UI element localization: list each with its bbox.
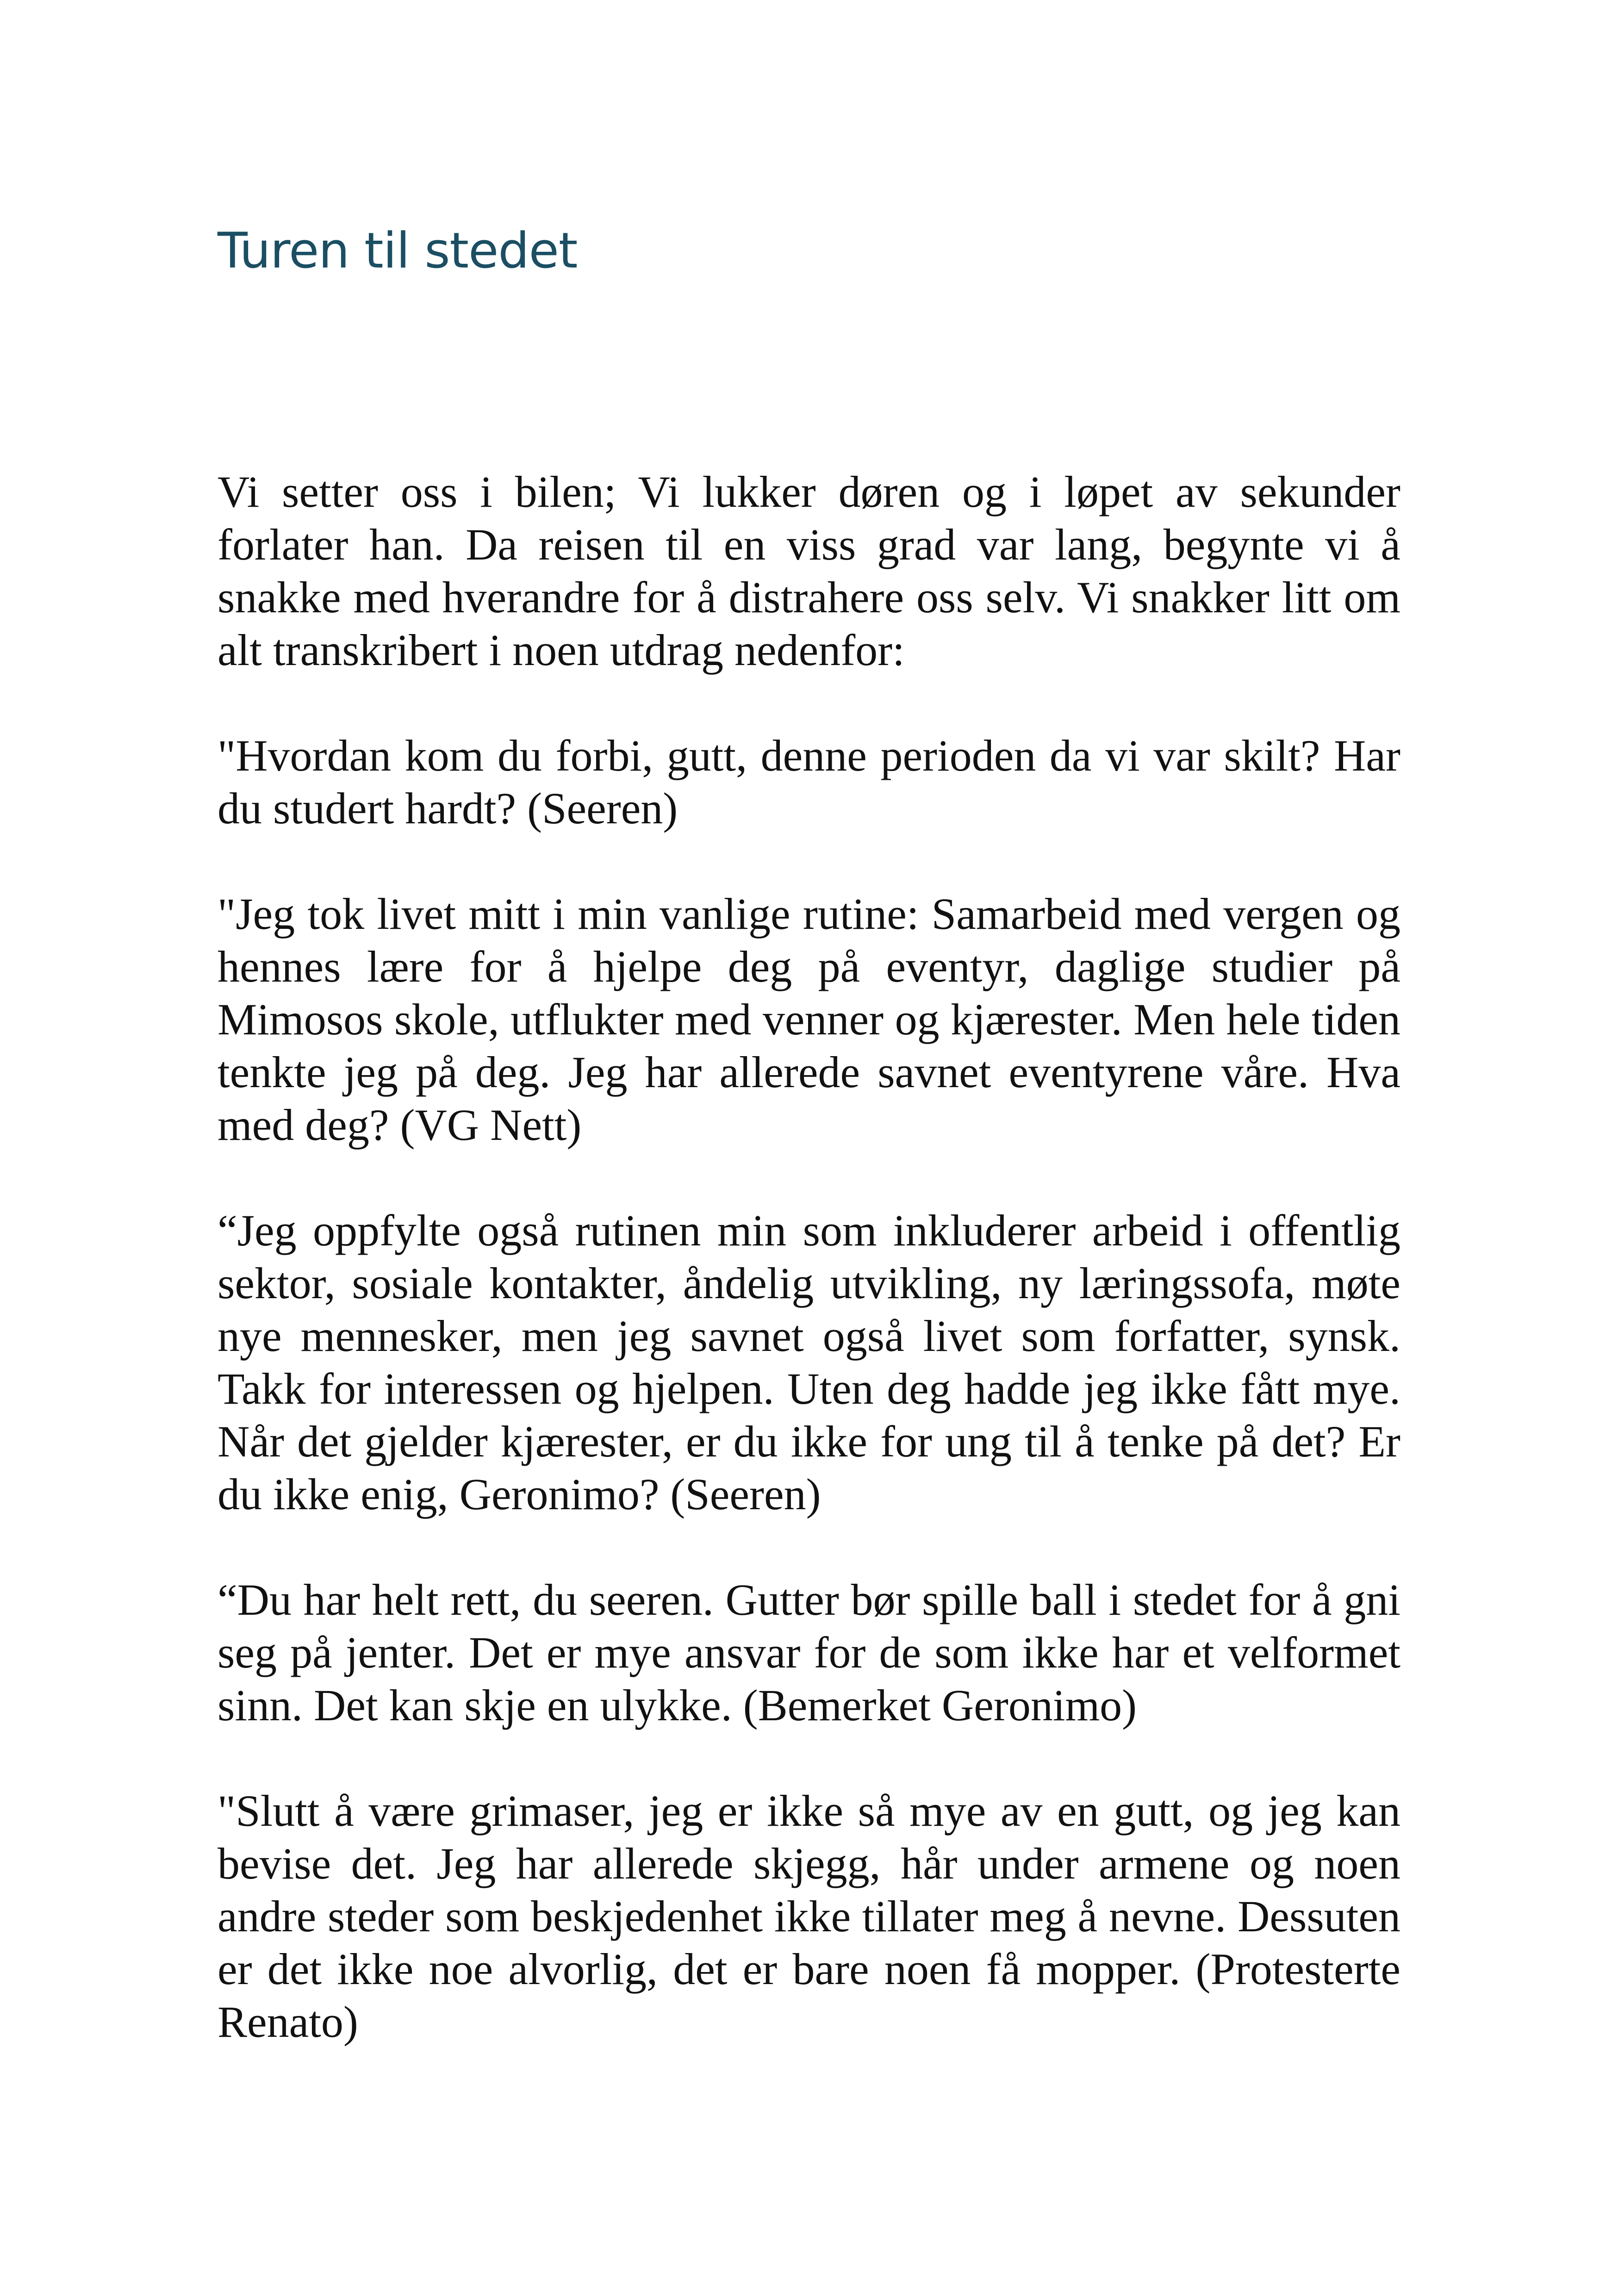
body-text — [218, 466, 1400, 2048]
paragraph-dialogue-1: "Hvordan kom du forbi, gutt, denne perioden da vi var skilt? Har du studert hardt? (Seeren) — [218, 731, 1400, 833]
paragraph-dialogue-2: "Jeg tok livet mitt i min vanlige rutine: Samarbeid med vergen og hennes lære for å hjelpe deg på eventyr, daglige studier på Mimosos skole, utflukter med venner og kjærester. Men hele tiden tenkte jeg på deg. Jeg har allerede savnet eventyrene våre. Hva med deg? (VG Nett) — [218, 889, 1400, 1150]
chapter-heading: Turen til stedet — [218, 222, 578, 279]
paragraph-dialogue-3: “Jeg oppfylte også rutinen min som inkluderer arbeid i offentlig sektor, sosiale kontakter, åndelig utvikling, ny læringssofa, møte nye mennesker, men jeg savnet også livet som forfatter, synsk. Takk for interessen og hjelpen. Uten deg hadde jeg ikke fått mye. Når det gjelder kjærester, er du ikke for ung til å tenke på det? Er du ikke enig, Geronimo? (Seeren) — [218, 1206, 1400, 1519]
paragraph-intro: Vi setter oss i bilen; Vi lukker døren og i løpet av sekunder forlater han. Da reisen til en viss grad var lang, begynte vi å snakke med hverandre for å distrahere oss selv. Vi snakker litt om alt transkribert i noen utdrag nedenfor: — [218, 467, 1400, 675]
paragraph-dialogue-4: “Du har helt rett, du seeren. Gutter bør spille ball i stedet for å gni seg på jenter. Det er mye ansvar for de som ikke har et velformet sinn. Det kan skje en ulykke. (Bemerket Geronimo) — [218, 1575, 1400, 1730]
paragraph-dialogue-5: "Slutt å være grimaser, jeg er ikke så mye av en gutt, og jeg kan bevise det. Jeg har allerede skjegg, hår under armene og noen andre steder som beskjedenhet ikke tillater meg å nevne. Dessuten er det ikke noe alvorlig, det er bare noen få mopper. (Protesterte Renato) — [218, 1786, 1400, 2047]
